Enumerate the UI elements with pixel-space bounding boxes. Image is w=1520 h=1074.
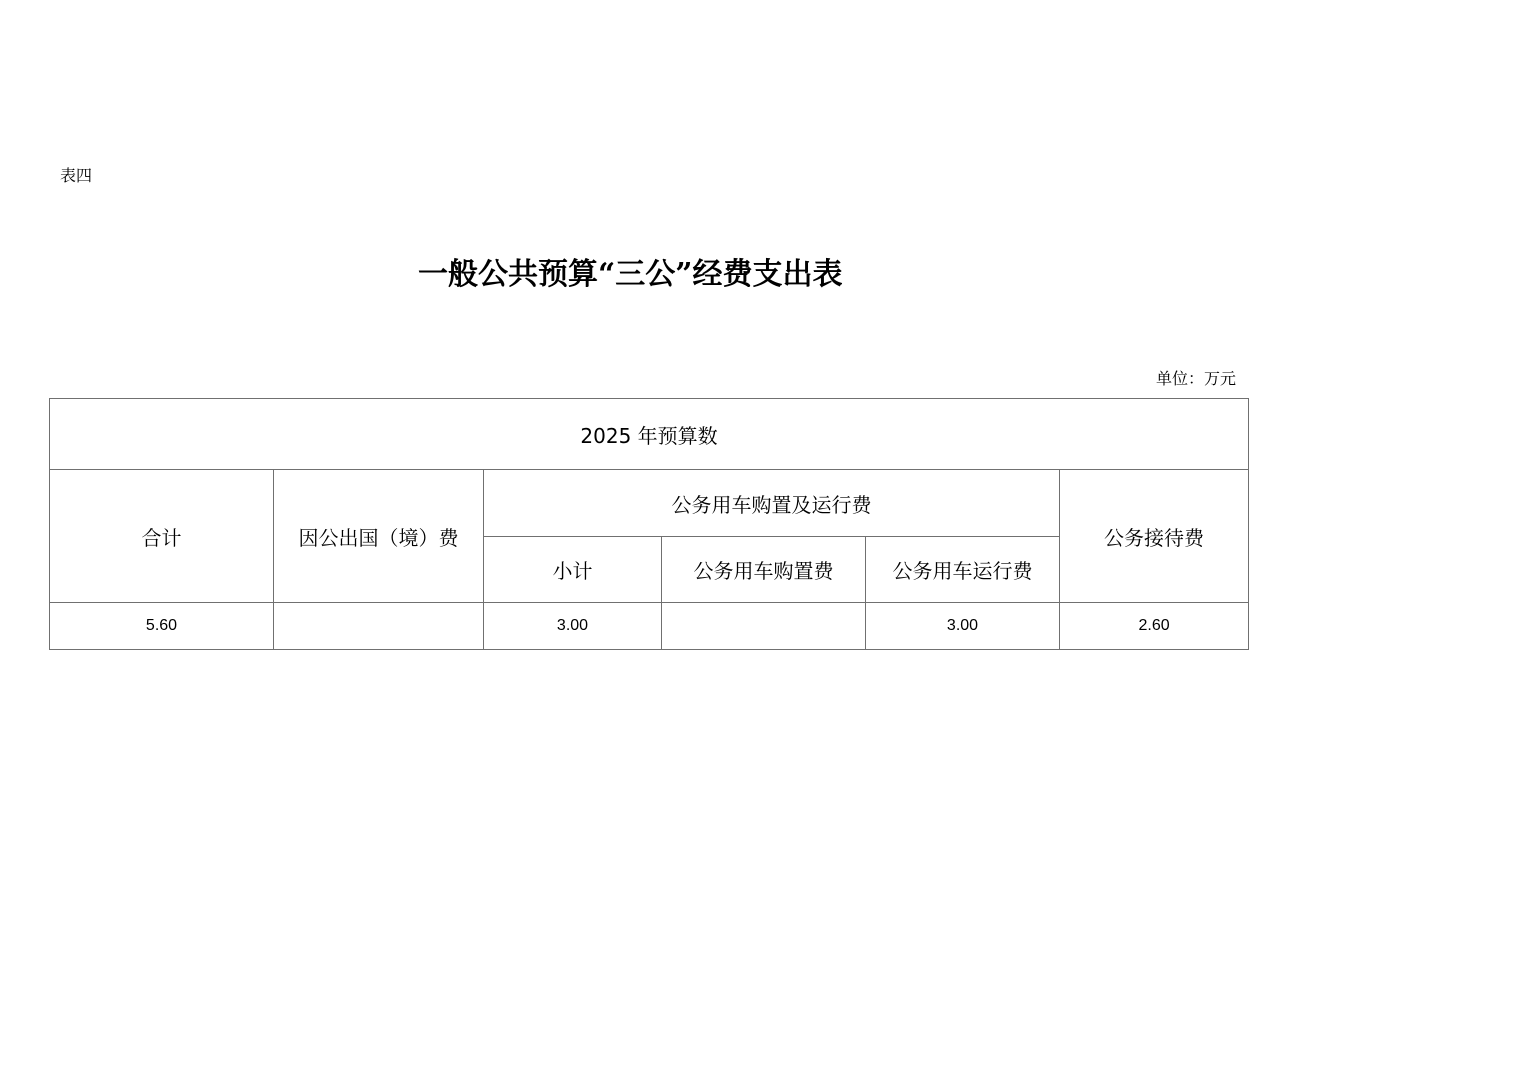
cell-reception: 2.60: [1060, 603, 1249, 650]
header-reception: 公务接待费: [1060, 470, 1249, 603]
header-row-1: [50, 470, 1249, 537]
header-overseas: 因公出国（境）费: [274, 470, 484, 603]
year-header-cell: 2025 年预算数: [50, 399, 1249, 470]
three-public-expenses-table: [49, 398, 1249, 650]
year-header-row: [50, 399, 1249, 470]
page-title: 一般公共预算“三公”经费支出表: [418, 257, 843, 292]
header-vehicle-purchase: 公务用车购置费: [662, 537, 866, 603]
table-row: [50, 603, 1249, 650]
table-number-label: 表四: [60, 166, 93, 185]
cell-vehicle-subtotal: 3.00: [484, 603, 662, 650]
cell-vehicle-operation: 3.00: [866, 603, 1060, 650]
cell-vehicle-purchase: [662, 603, 866, 650]
unit-label: 单位：万元: [1155, 369, 1236, 388]
header-total: 合计: [50, 470, 274, 603]
header-vehicle-group: 公务用车购置及运行费: [484, 470, 1060, 537]
header-vehicle-subtotal: 小计: [484, 537, 662, 603]
cell-total: 5.60: [50, 603, 274, 650]
header-vehicle-operation: 公务用车运行费: [866, 537, 1060, 603]
cell-overseas: [274, 603, 484, 650]
